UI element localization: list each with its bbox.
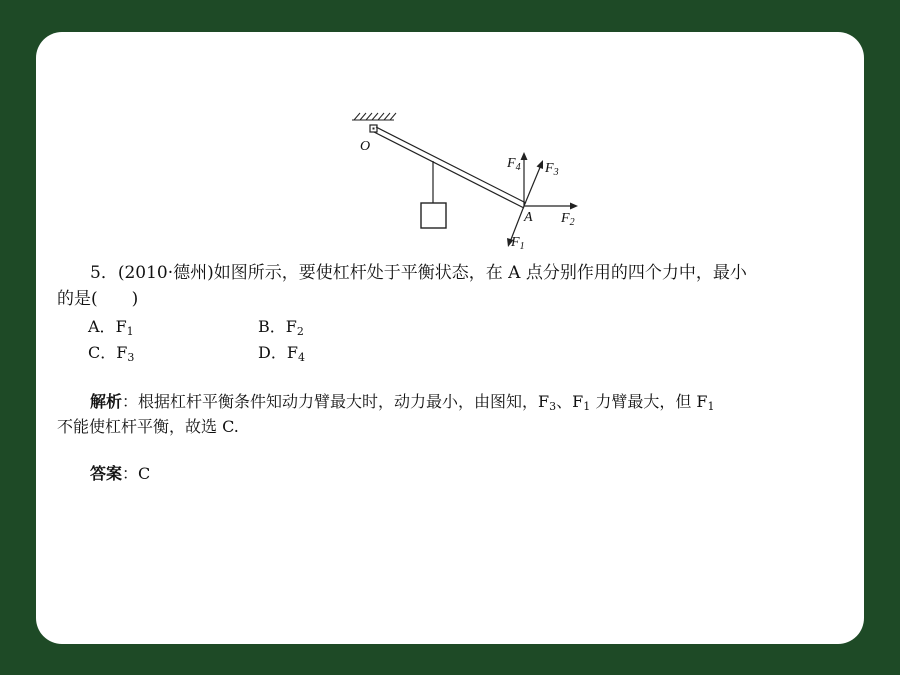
question-line-1 <box>90 262 747 284</box>
question-source: (2010·德州) <box>117 263 214 283</box>
question-text-2: 的是( ) <box>57 289 139 309</box>
option-a: A．$F_1$ <box>88 317 134 338</box>
pivot-label: O <box>360 139 371 154</box>
answer-line: 答案：C <box>90 464 151 483</box>
question-text-1: 如图所示，要使杠杆处于平衡状态，在 A 点分别作用的四个力中，最小 <box>213 263 747 283</box>
analysis-label: 解析 <box>90 392 123 411</box>
option-c: C．$F_3$ <box>88 343 135 364</box>
question-line-2 <box>57 288 138 310</box>
question-number: 5． <box>90 263 118 283</box>
force-f2-label: F2 <box>561 211 575 228</box>
force-f4-arrow <box>521 152 528 206</box>
lever-figure <box>338 109 578 259</box>
option-d: D．$F_4$ <box>258 343 305 364</box>
force-f4-label: F4 <box>507 156 521 173</box>
answer-label: 答案 <box>90 464 123 483</box>
option-b: B．$F_2$ <box>258 317 304 338</box>
point-a-label: A <box>524 210 533 225</box>
force-f3-arrow <box>524 160 543 206</box>
lever-bar <box>374 127 526 208</box>
force-f2-arrow <box>524 203 578 210</box>
analysis-line-2: 不能使杠杆平衡，故选 C. <box>57 417 239 436</box>
answer-value: C <box>138 464 151 483</box>
ceiling-support <box>352 113 396 120</box>
force-f3-label: F3 <box>545 161 559 178</box>
analysis-line-1: 解析：根据杠杆平衡条件知动力臂最大时，动力最小，由图知，$F_3$、$F_1$ 力臂最大，但 $F_1$ <box>90 392 715 413</box>
force-f1-label: F1 <box>511 235 525 252</box>
hanging-weight <box>421 203 446 228</box>
